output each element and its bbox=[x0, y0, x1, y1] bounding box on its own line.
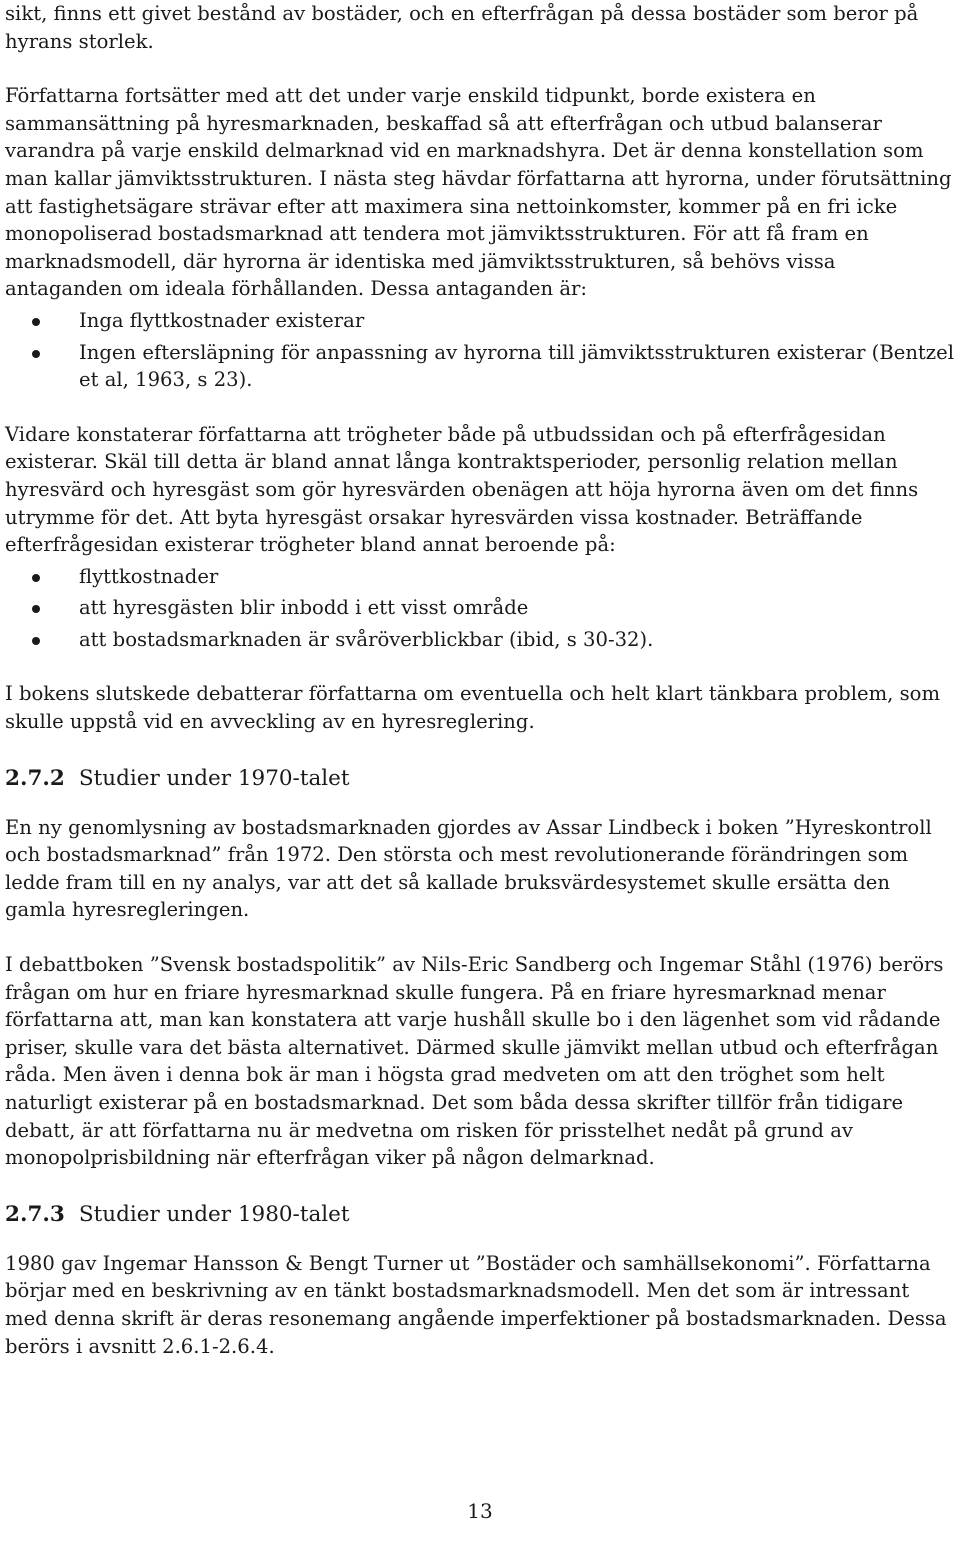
list-item-text: att bostadsmarknaden är svåröverblickbar (ibid, s 30-32). bbox=[79, 627, 654, 651]
section-heading-2-7-3 bbox=[5, 1200, 954, 1230]
section-number: 2.7.2 bbox=[5, 765, 65, 791]
paragraph-lindbeck: En ny genomlysning av bostadsmarknaden gjordes av Assar Lindbeck i boken ”Hyreskontroll och bostadsmarknad” från 1972. Den största och mest revolutionerande förändringen som ledde fram till en ny analys, var att det så kallade bruksvärdesystemet skulle ersätta den gamla hyresregleringen. bbox=[5, 815, 932, 922]
list-item-text: flyttkostnader bbox=[79, 564, 219, 588]
section-title: Studier under 1980-talet bbox=[78, 1201, 350, 1227]
section-heading-2-7-2 bbox=[5, 764, 954, 794]
list-item-text: att hyresgästen blir inbodd i ett visst område bbox=[79, 596, 529, 620]
list-item-text: Inga flyttkostnader existerar bbox=[79, 308, 365, 332]
paragraph-intro: sikt, finns ett givet bestånd av bostäder, och en efterfrågan på dessa bostäder som beror på hyrans storlek. bbox=[5, 2, 919, 53]
bullet-icon bbox=[32, 574, 40, 582]
section-number: 2.7.3 bbox=[5, 1201, 65, 1227]
paragraph-inertia: Vidare konstaterar författarna att trögheter både på utbudssidan och på efterfrågesidan existerar. Skäl till detta är bland annat långa kontraktsperioder, personlig relation mellan hyresvärd och hyresgäst som gör hyresvärden obenägen att höja hyrorna även om det finns utrymme för det. Att byta hyresgäst orsakar hyresvärden vissa kostnader. Beträffande efterfrågesidan existerar trögheter bland annat beroende på: bbox=[5, 422, 919, 557]
bullet-icon bbox=[32, 318, 40, 326]
paragraph-conclusion: I bokens slutskede debatterar författarna om eventuella och helt klart tänkbara problem, som skulle uppstå vid en avveckling av en hyresreglering. bbox=[5, 682, 941, 734]
list-item bbox=[5, 563, 954, 591]
list-item bbox=[5, 307, 954, 335]
page-number: 13 bbox=[467, 1499, 493, 1523]
bullet-icon bbox=[32, 350, 40, 358]
assumptions-list bbox=[5, 307, 954, 394]
list-item bbox=[5, 339, 954, 394]
bullet-icon bbox=[32, 637, 40, 645]
inertia-list bbox=[5, 563, 954, 654]
section-title: Studier under 1970-talet bbox=[78, 765, 350, 791]
paragraph-hansson-turner: 1980 gav Ingemar Hansson & Bengt Turner ut ”Bostäder och samhällsekonomi”. Författarna börjar med en beskrivning av en tänkt bostadsmarknadsmodell. Men det som är intressant med denna skrift är deras resonemang angående imperfektioner på bostadsmarknaden. Dessa berörs i avsnitt 2.6.1-2.6.4. bbox=[5, 1251, 947, 1358]
list-item bbox=[5, 594, 954, 622]
bullet-icon bbox=[32, 605, 40, 613]
list-item bbox=[5, 626, 954, 654]
paragraph-sandberg-stahl: I debattboken ”Svensk bostadspolitik” av Nils-Eric Sandberg och Ingemar Ståhl (1976) berörs frågan om hur en friare hyresmarknad skulle fungera. På en friare hyresmarknad menar författarna att, man kan konstatera att varje hushåll skulle bo i den lägenhet som vid rådande priser, skulle vara det bästa alternativet. Därmed skulle jämvikt mellan utbud och efterfrågan råda. Men även i denna bok är man i högsta grad medveten om att den tröghet som helt naturligt existerar på en bostadsmarknad. Det som båda dessa skrifter tillför från tidigare debatt, är att författarna nu är medvetna om risken för prisstelhet nedåt på grund av monopolprisbildning när efterfrågan viker på någon delmarknad. bbox=[5, 953, 944, 1170]
paragraph-equilibrium: Författarna fortsätter med att det under varje enskild tidpunkt, borde existera en sammansättning på hyresmarknaden, beskaffad så att efterfrågan och utbud balanserar varandra på varje enskild delmarknad vid en marknadshyra. Det är denna konstellation som man kallar jämviktsstrukturen. I nästa steg hävdar författarna att hyrorna, under förutsättning att fastighetsägare strävar efter att maximera sina nettoinkomster, kommer på en fri icke monopoliserad bostadsmarknad att tendera mot jämviktsstrukturen. För att få fram en marknadsmodell, där hyrorna är identiska med jämviktsstrukturen, så behövs vissa antaganden om ideala förhållanden. Dessa antaganden är: bbox=[5, 84, 952, 301]
list-item-text: Ingen eftersläpning för anpassning av hyrorna till jämviktsstrukturen existerar (Bentzel et al, 1963, s 23). bbox=[79, 340, 954, 392]
